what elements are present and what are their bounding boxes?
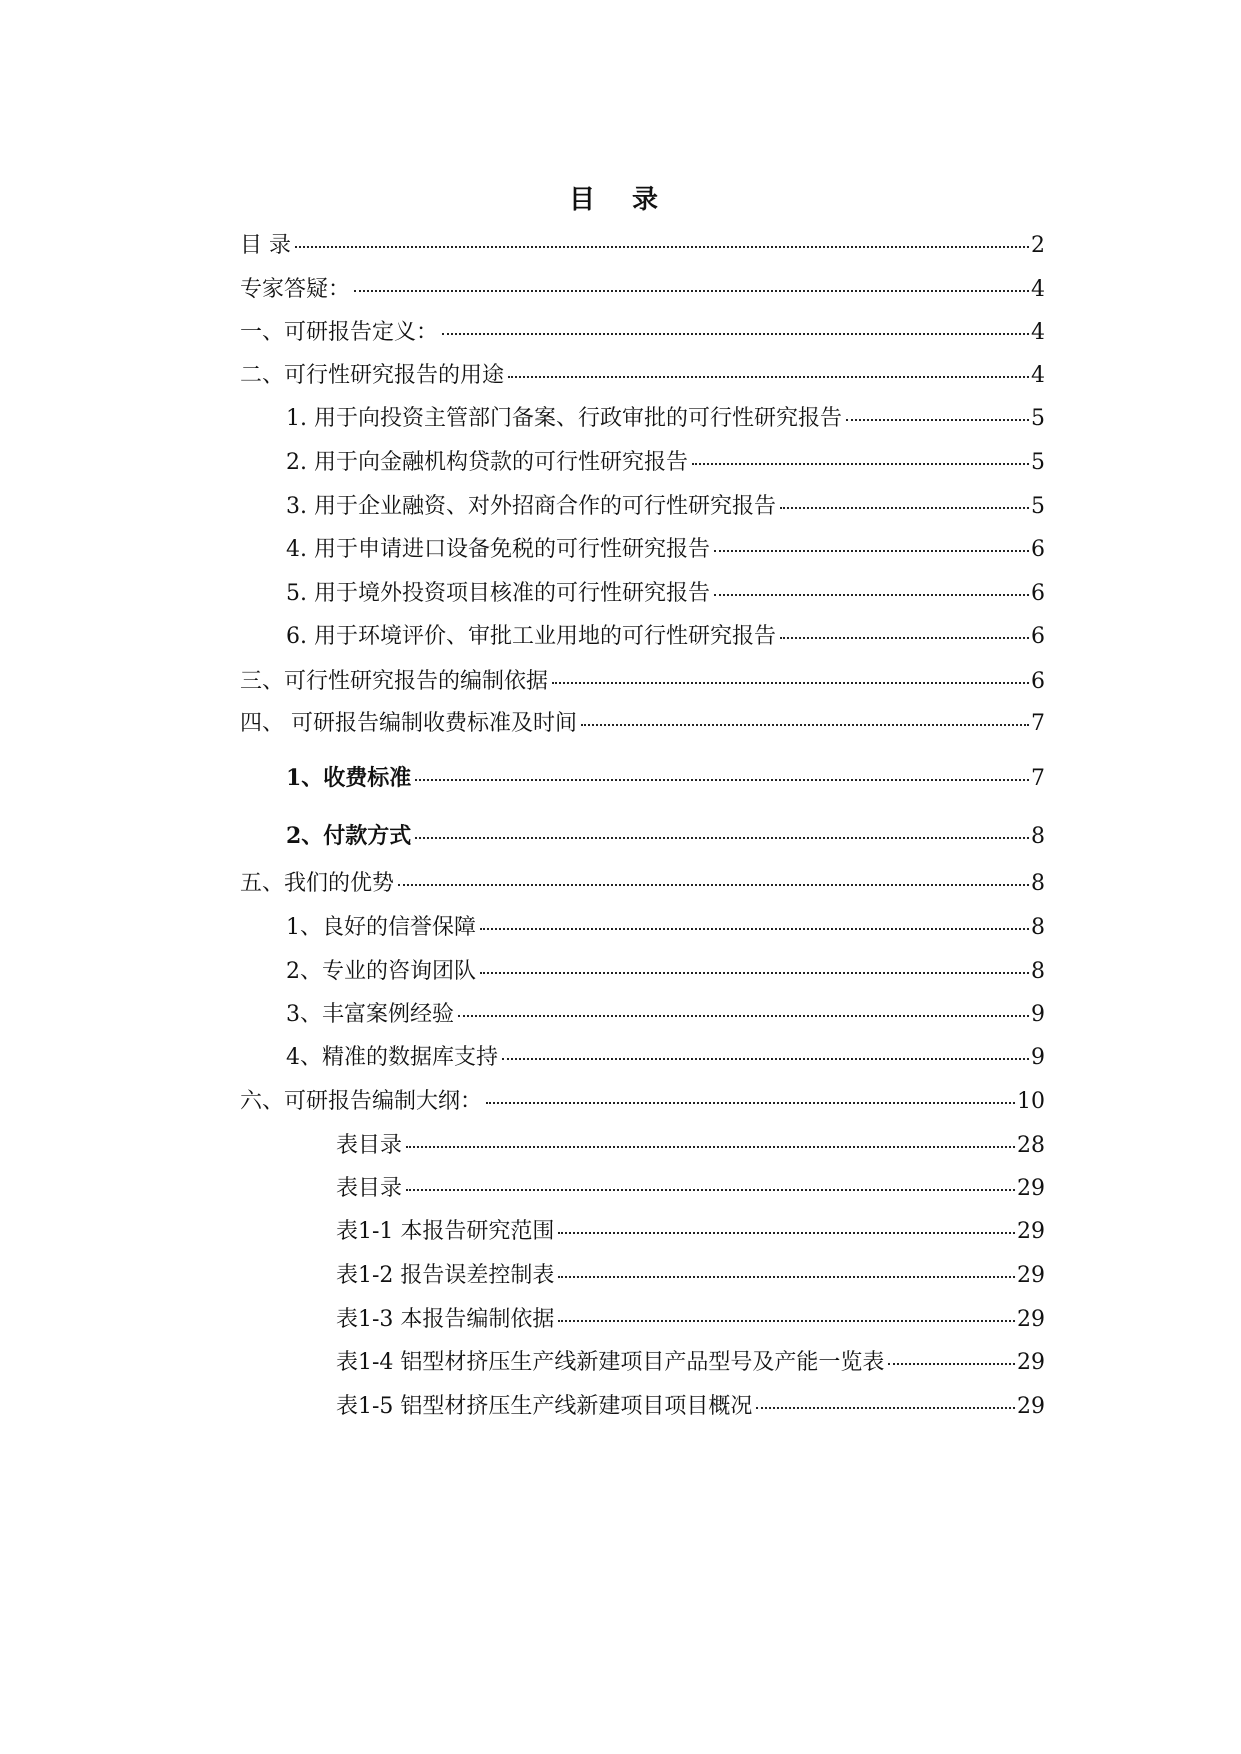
toc-page-number: 9 bbox=[1031, 1045, 1045, 1070]
toc-entry-label: 表1-2 报告误差控制表 bbox=[336, 1263, 555, 1288]
toc-page-number: 29 bbox=[1017, 1350, 1045, 1375]
toc-entry[interactable] bbox=[240, 709, 1045, 739]
toc-entry[interactable] bbox=[240, 1087, 1045, 1117]
toc-entry[interactable] bbox=[336, 1392, 1045, 1422]
toc-entry[interactable] bbox=[240, 275, 1045, 305]
toc-entry-label: 一、可研报告定义： bbox=[240, 320, 439, 345]
toc-dot-leader bbox=[714, 550, 1029, 552]
toc-entry-label: 表1-5 铝型材挤压生产线新建项目项目概况 bbox=[336, 1394, 753, 1419]
toc-entry[interactable] bbox=[286, 913, 1045, 943]
toc-entry-label: 2. 用于向金融机构贷款的可行性研究报告 bbox=[286, 450, 688, 475]
toc-entry[interactable] bbox=[286, 535, 1045, 565]
toc-dot-leader bbox=[415, 779, 1029, 781]
toc-dot-leader bbox=[458, 1015, 1029, 1017]
toc-entry-label: 4. 用于申请进口设备免税的可行性研究报告 bbox=[286, 537, 710, 562]
toc-entry[interactable] bbox=[286, 957, 1045, 987]
toc-dot-leader bbox=[398, 884, 1029, 886]
toc-entry-label: 六、可研报告编制大纲： bbox=[240, 1089, 483, 1114]
toc-entry-label: 1、收费标准 bbox=[286, 765, 412, 791]
toc-dot-leader bbox=[502, 1058, 1029, 1060]
toc-page-number: 7 bbox=[1031, 766, 1045, 791]
toc-entry-label: 1. 用于向投资主管部门备案、行政审批的可行性研究报告 bbox=[286, 406, 842, 431]
toc-page-number: 8 bbox=[1031, 824, 1045, 849]
toc-dot-leader bbox=[406, 1189, 1015, 1191]
toc-page-number: 4 bbox=[1031, 277, 1045, 302]
toc-dot-leader bbox=[415, 837, 1029, 839]
toc-entry[interactable] bbox=[336, 1348, 1045, 1378]
toc-dot-leader bbox=[692, 463, 1029, 465]
toc-entry-label: 2、付款方式 bbox=[286, 823, 412, 849]
toc-entry[interactable] bbox=[336, 1261, 1045, 1291]
toc-entry[interactable] bbox=[286, 1000, 1045, 1030]
toc-page-number: 5 bbox=[1031, 494, 1045, 519]
toc-page-number: 6 bbox=[1031, 624, 1045, 649]
toc-page-number: 10 bbox=[1017, 1089, 1045, 1114]
toc-entry-label: 3、丰富案例经验 bbox=[286, 1002, 454, 1027]
toc-dot-leader bbox=[480, 972, 1029, 974]
toc-page-number: 4 bbox=[1031, 363, 1045, 388]
toc-dot-leader bbox=[558, 1232, 1015, 1234]
toc-page-number: 5 bbox=[1031, 450, 1045, 475]
toc-title: 目 录 bbox=[568, 185, 673, 215]
toc-page-number: 8 bbox=[1031, 915, 1045, 940]
toc-page-number: 6 bbox=[1031, 537, 1045, 562]
toc-page-number: 29 bbox=[1017, 1176, 1045, 1201]
toc-dot-leader bbox=[846, 419, 1029, 421]
toc-entry-label: 专家答疑： bbox=[240, 277, 351, 302]
toc-entry-label: 表目录 bbox=[336, 1133, 403, 1158]
toc-entry-label: 目 录 bbox=[240, 233, 291, 258]
toc-entry[interactable] bbox=[336, 1131, 1045, 1161]
toc-page-number: 28 bbox=[1017, 1133, 1045, 1158]
toc-entry[interactable] bbox=[286, 448, 1045, 478]
toc-entry[interactable] bbox=[240, 361, 1045, 391]
toc-page-number: 29 bbox=[1017, 1394, 1045, 1419]
toc-page-number: 6 bbox=[1031, 581, 1045, 606]
toc-page-number: 29 bbox=[1017, 1307, 1045, 1332]
toc-page-number: 8 bbox=[1031, 959, 1045, 984]
toc-page-number: 8 bbox=[1031, 871, 1045, 896]
toc-page-number: 7 bbox=[1031, 711, 1045, 736]
toc-dot-leader bbox=[581, 724, 1029, 726]
toc-page-number: 5 bbox=[1031, 406, 1045, 431]
toc-entry[interactable] bbox=[286, 1043, 1045, 1073]
toc-dot-leader bbox=[480, 928, 1029, 930]
toc-page-number: 29 bbox=[1017, 1263, 1045, 1288]
toc-page-number: 4 bbox=[1031, 320, 1045, 345]
toc-entry[interactable] bbox=[240, 318, 1045, 348]
toc-dot-leader bbox=[486, 1102, 1015, 1104]
toc-entry[interactable] bbox=[336, 1305, 1045, 1335]
toc-entry[interactable] bbox=[286, 622, 1045, 652]
toc-entry[interactable] bbox=[240, 231, 1045, 261]
toc-dot-leader bbox=[780, 507, 1029, 509]
toc-entry[interactable] bbox=[286, 492, 1045, 522]
toc-dot-leader bbox=[780, 637, 1029, 639]
toc-dot-leader bbox=[756, 1407, 1015, 1409]
toc-entry-label: 五、我们的优势 bbox=[240, 871, 395, 896]
toc-entry[interactable] bbox=[286, 763, 1045, 793]
toc-dot-leader bbox=[442, 333, 1029, 335]
toc-entry[interactable] bbox=[240, 869, 1045, 899]
toc-entry-label: 2、专业的咨询团队 bbox=[286, 959, 476, 984]
toc-entry-label: 表目录 bbox=[336, 1176, 403, 1201]
toc-entry[interactable] bbox=[240, 667, 1045, 697]
toc-entry[interactable] bbox=[286, 821, 1045, 851]
toc-entry[interactable] bbox=[336, 1174, 1045, 1204]
toc-entry-label: 二、可行性研究报告的用途 bbox=[240, 363, 505, 388]
toc-entry-label: 表1-1 本报告研究范围 bbox=[336, 1219, 555, 1244]
toc-entry-label: 四、 可研报告编制收费标准及时间 bbox=[240, 711, 577, 736]
toc-dot-leader bbox=[558, 1320, 1015, 1322]
toc-page-number: 6 bbox=[1031, 669, 1045, 694]
toc-entry-label: 6. 用于环境评价、审批工业用地的可行性研究报告 bbox=[286, 624, 776, 649]
toc-dot-leader bbox=[552, 682, 1029, 684]
toc-entry[interactable] bbox=[286, 579, 1045, 609]
toc-page-number: 9 bbox=[1031, 1002, 1045, 1027]
toc-entry-label: 三、可行性研究报告的编制依据 bbox=[240, 669, 549, 694]
toc-dot-leader bbox=[295, 246, 1029, 248]
toc-entry-label: 5. 用于境外投资项目核准的可行性研究报告 bbox=[286, 581, 710, 606]
toc-page-number: 29 bbox=[1017, 1219, 1045, 1244]
toc-dot-leader bbox=[406, 1146, 1015, 1148]
toc-entry-label: 表1-4 铝型材挤压生产线新建项目产品型号及产能一览表 bbox=[336, 1350, 885, 1375]
toc-dot-leader bbox=[888, 1363, 1015, 1365]
toc-dot-leader bbox=[508, 376, 1029, 378]
toc-entry[interactable] bbox=[336, 1217, 1045, 1247]
toc-entry[interactable] bbox=[286, 404, 1045, 434]
toc-entry-label: 3. 用于企业融资、对外招商合作的可行性研究报告 bbox=[286, 494, 776, 519]
toc-dot-leader bbox=[354, 290, 1029, 292]
toc-page-number: 2 bbox=[1031, 233, 1045, 258]
toc-dot-leader bbox=[714, 594, 1029, 596]
toc-dot-leader bbox=[558, 1276, 1015, 1278]
toc-entry-label: 1、良好的信誉保障 bbox=[286, 915, 476, 940]
toc-entry-label: 4、精准的数据库支持 bbox=[286, 1045, 498, 1070]
toc-entry-label: 表1-3 本报告编制依据 bbox=[336, 1307, 555, 1332]
